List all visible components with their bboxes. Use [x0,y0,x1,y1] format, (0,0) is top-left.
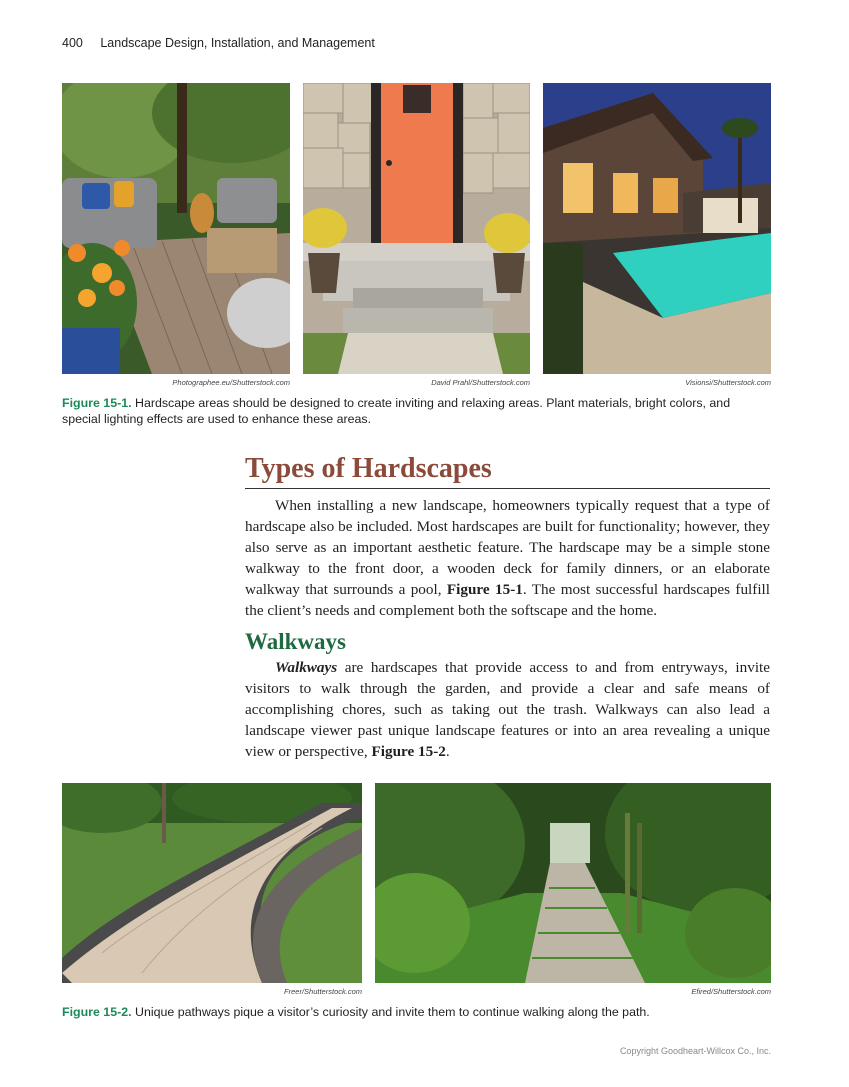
section-body [245,495,770,621]
pool-house-photo [543,83,771,374]
subsection-heading: Walkways [245,629,346,654]
figure-label: Figure 15-1. [62,396,132,410]
figure-reference: Figure 15-2 [371,743,446,760]
paragraph-text: When installing a new landscape, homeowners typically request that a type of hardscape also be included. Most hardscapes are built for functionality; however, they also serve as an important aesthetic feature. The hardscape may be a simple stone walkway to the front door, a wooden deck for family dinners, or an elaborate walkway that surrounds a pool, [245,497,770,598]
photo-credit: Freer/Shutterstock.com [284,987,362,996]
paragraph-text: . The most successful hardscapes fulfill the client’s needs and complement both the softscape and the home. [245,581,770,619]
caption-text: Hardscape areas should be designed to create inviting and relaxing areas. Plant materials, bright colors, and special lighting effects are used to enhance these areas. [62,396,731,426]
figure-caption [62,1004,772,1020]
section-heading: Types of Hardscapes [245,452,770,489]
running-header [62,36,375,50]
patio-deck-photo [62,83,290,374]
subsection-body [245,657,770,762]
front-door-photo [303,83,530,374]
figure-reference: Figure 15-1 [446,581,523,598]
garden-path-photo [375,783,771,983]
caption-text: Unique pathways pique a visitor’s curiosity and invite them to continue walking along the path. [131,1005,650,1019]
figure-label: Figure 15-2. [62,1005,132,1019]
photo-credit: Photographee.eu/Shutterstock.com [172,378,290,387]
photo-credit: David Prahl/Shutterstock.com [431,378,530,387]
key-term: Walkways [275,659,338,676]
copyright-notice: Copyright Goodheart-Willcox Co., Inc. [619,1046,771,1056]
photo-credit: Visionsi/Shutterstock.com [685,378,771,387]
page-number: 400 [62,36,83,50]
paragraph-text: are hardscapes that provide access to and from entryways, invite visitors to walk through the garden, and provide a clear and safe means of accomplishing chores, such as taking out the trash. Walkways can also lead a landscape viewer past unique landscape features or into an area revealing a unique view or perspective, [245,659,770,760]
body-paragraph [245,495,770,621]
book-title: Landscape Design, Installation, and Management [100,36,375,50]
figure-caption [62,395,772,427]
body-paragraph [245,657,770,762]
paragraph-text: . [445,743,450,760]
curved-walkway-photo [62,783,362,983]
photo-credit: Efired/Shutterstock.com [691,987,771,996]
